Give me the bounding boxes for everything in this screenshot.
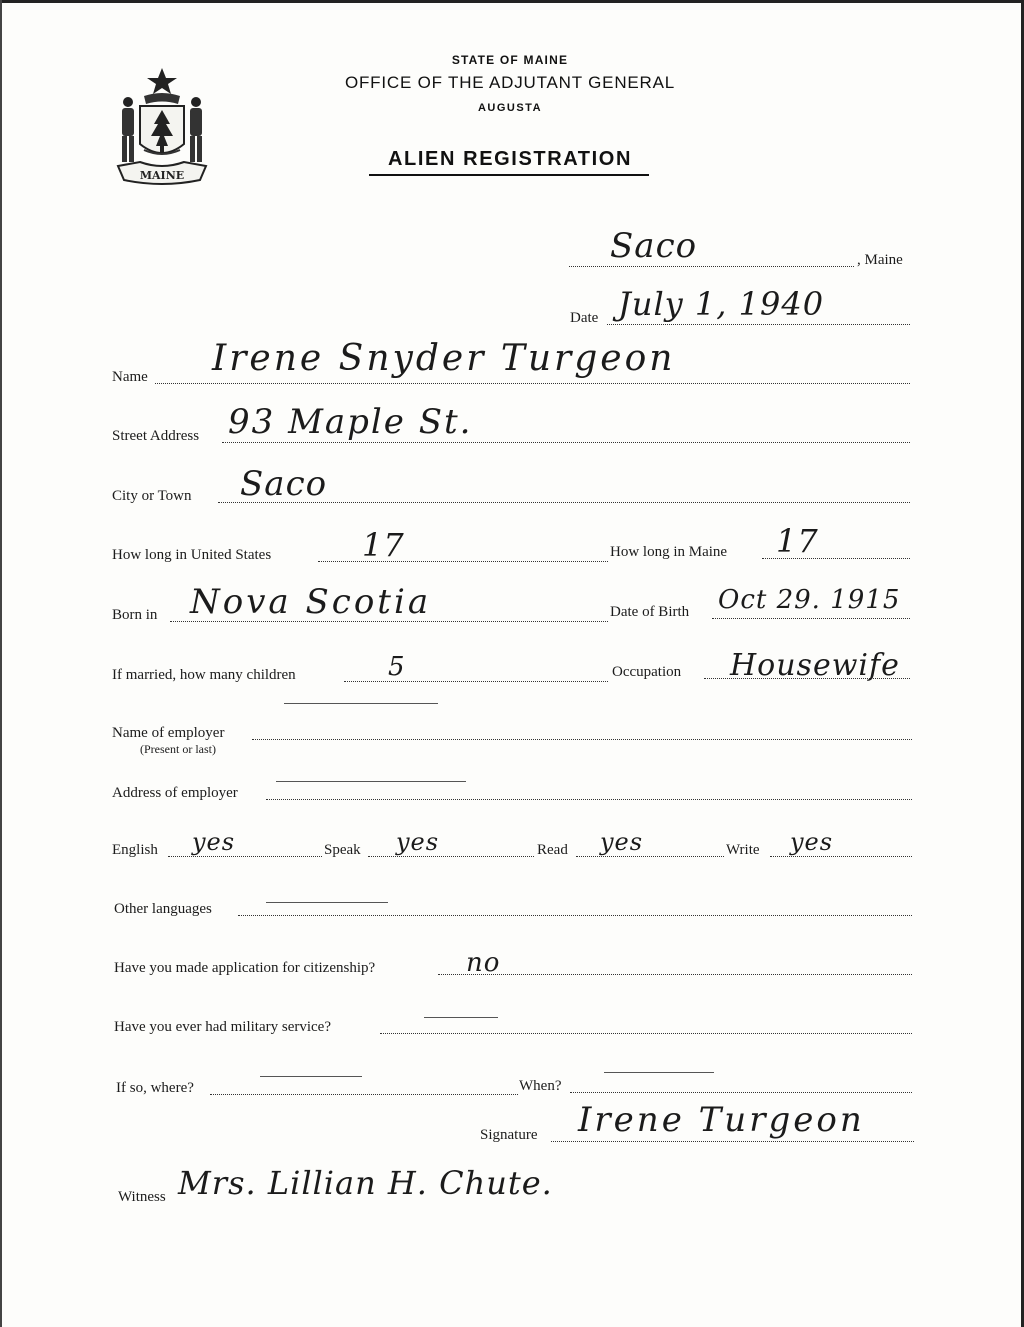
header-office: OFFICE OF THE ADJUTANT GENERAL — [344, 73, 676, 92]
name-value: Irene Snyder Turgeon — [212, 338, 676, 379]
english-value: yes — [192, 828, 236, 856]
date-of-birth-value: Oct 29. 1915 — [718, 585, 901, 615]
town-line — [569, 266, 854, 267]
speak-label: Speak — [324, 842, 361, 858]
born-in-value: Nova Scotia — [190, 582, 432, 622]
city-value: Saco — [240, 464, 328, 504]
military-line — [380, 1033, 912, 1034]
when-label: When? — [519, 1078, 562, 1094]
employer-name-note: (Present or last) — [140, 742, 216, 756]
how-long-us-value: 17 — [362, 526, 405, 564]
english-line — [168, 856, 322, 857]
write-line — [770, 856, 912, 857]
where-pen-stroke — [260, 1076, 362, 1077]
write-label: Write — [726, 842, 760, 858]
citizenship-value: no — [466, 948, 501, 978]
date-of-birth-label: Date of Birth — [610, 604, 690, 620]
when-line — [570, 1092, 912, 1093]
read-label: Read — [537, 842, 568, 858]
scan-border-top — [0, 0, 1024, 3]
employer-address-line — [266, 799, 912, 800]
how-long-maine-label: How long in Maine — [610, 544, 728, 560]
date-line — [607, 324, 910, 325]
when-pen-stroke — [604, 1072, 714, 1073]
if-so-where-label: If so, where? — [116, 1080, 194, 1096]
signature-value: Irene Turgeon — [578, 1100, 865, 1140]
english-label: English — [112, 842, 158, 858]
street-address-label: Street Address — [112, 428, 200, 444]
citizenship-label: Have you made application for citizenship? — [114, 960, 376, 976]
military-pen-stroke — [424, 1017, 498, 1018]
how-long-us-label: How long in United States — [112, 547, 272, 563]
witness-label: Witness — [118, 1189, 166, 1205]
born-in-label: Born in — [112, 607, 158, 623]
children-label: If married, how many children — [112, 667, 296, 683]
occupation-value: Housewife — [730, 648, 900, 683]
read-line — [576, 856, 724, 857]
other-languages-label: Other languages — [114, 901, 212, 917]
witness-value: Mrs. Lillian H. Chute. — [178, 1164, 553, 1202]
maine-label: , Maine — [857, 252, 903, 268]
children-pen-stroke — [284, 703, 438, 704]
name-label: Name — [112, 369, 148, 385]
if-so-where-line — [210, 1094, 518, 1095]
other-languages-line — [238, 915, 912, 916]
employer-name-label: Name of employer — [112, 725, 225, 741]
date-of-birth-line — [712, 618, 910, 619]
speak-value: yes — [396, 828, 440, 856]
citizenship-line — [438, 974, 912, 975]
employer-address-pen-stroke — [276, 781, 466, 782]
employer-address-label: Address of employer — [112, 785, 238, 801]
occupation-label: Occupation — [612, 664, 682, 680]
date-label: Date — [570, 310, 599, 326]
seal-banner-text: MAINE — [139, 169, 185, 182]
children-line — [344, 681, 608, 682]
children-value: 5 — [388, 652, 406, 682]
town-value: Saco — [610, 226, 698, 266]
date-value: July 1, 1940 — [618, 285, 825, 323]
read-value: yes — [600, 828, 644, 856]
name-line — [155, 383, 910, 384]
signature-line — [551, 1141, 914, 1142]
title-underline — [369, 174, 649, 176]
street-address-line — [222, 442, 910, 443]
scan-border-left — [0, 0, 2, 1327]
header-city: AUGUSTA — [477, 102, 543, 114]
employer-name-line — [252, 739, 912, 740]
header-state: STATE OF MAINE — [451, 53, 569, 67]
other-languages-pen-stroke — [266, 902, 388, 903]
street-address-value: 93 Maple St. — [228, 402, 473, 442]
signature-label: Signature — [480, 1127, 538, 1143]
form-title: ALIEN REGISTRATION — [388, 148, 632, 170]
city-label: City or Town — [112, 488, 192, 504]
speak-line — [368, 856, 534, 857]
write-value: yes — [790, 828, 834, 856]
military-label: Have you ever had military service? — [114, 1019, 331, 1035]
how-long-maine-value: 17 — [776, 522, 819, 560]
